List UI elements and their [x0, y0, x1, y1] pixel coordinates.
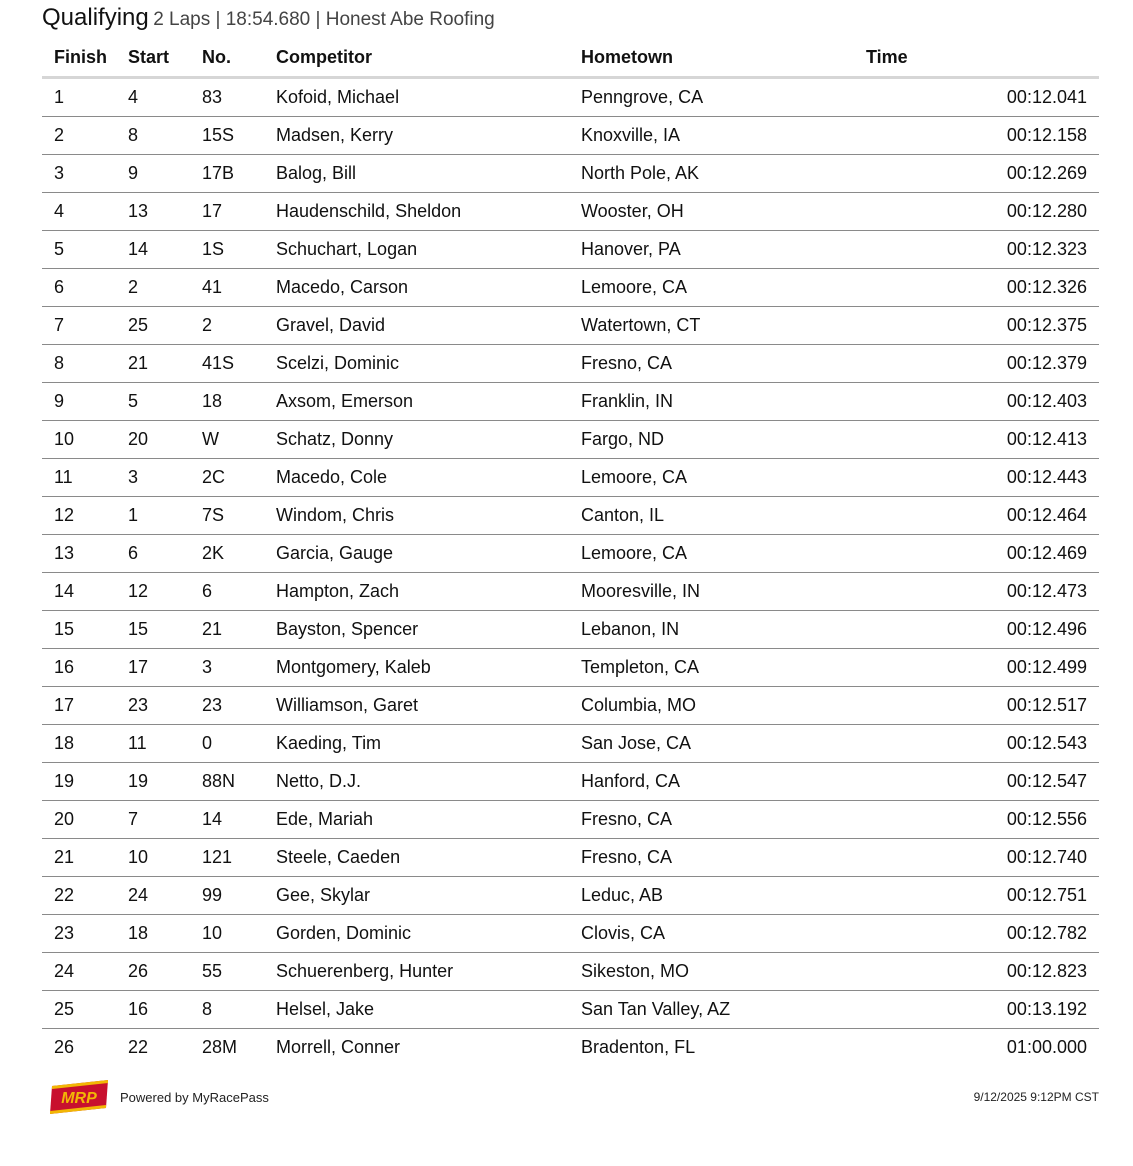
cell-competitor: Schuchart, Logan	[264, 231, 569, 269]
cell-time: 00:12.413	[854, 421, 1099, 459]
cell-start: 23	[116, 687, 190, 725]
table-row	[42, 915, 1099, 953]
cell-no: 99	[190, 877, 264, 915]
table-row	[42, 193, 1099, 231]
cell-competitor: Williamson, Garet	[264, 687, 569, 725]
cell-time: 00:12.543	[854, 725, 1099, 763]
cell-finish: 18	[42, 725, 116, 763]
cell-finish: 14	[42, 573, 116, 611]
table-row	[42, 535, 1099, 573]
cell-hometown: Hanford, CA	[569, 763, 854, 801]
cell-start: 17	[116, 649, 190, 687]
cell-finish: 13	[42, 535, 116, 573]
cell-time: 00:12.469	[854, 535, 1099, 573]
cell-time: 00:13.192	[854, 991, 1099, 1029]
table-row	[42, 421, 1099, 459]
cell-hometown: Franklin, IN	[569, 383, 854, 421]
cell-start: 20	[116, 421, 190, 459]
table-row	[42, 611, 1099, 649]
cell-start: 13	[116, 193, 190, 231]
cell-time: 00:12.379	[854, 345, 1099, 383]
cell-hometown: Templeton, CA	[569, 649, 854, 687]
cell-time: 00:12.547	[854, 763, 1099, 801]
cell-start: 19	[116, 763, 190, 801]
table-row	[42, 345, 1099, 383]
table-row	[42, 877, 1099, 915]
cell-hometown: Lebanon, IN	[569, 611, 854, 649]
cell-hometown: Watertown, CT	[569, 307, 854, 345]
cell-start: 15	[116, 611, 190, 649]
cell-no: 83	[190, 78, 264, 117]
cell-start: 9	[116, 155, 190, 193]
cell-competitor: Morrell, Conner	[276, 1037, 401, 1057]
cell-hometown: Lemoore, CA	[569, 535, 854, 573]
cell-start: 21	[116, 345, 190, 383]
cell-finish: 5	[42, 231, 116, 269]
cell-time: 00:12.326	[854, 269, 1099, 307]
cell-hometown: Fresno, CA	[569, 801, 854, 839]
logo-text: MRP	[61, 1090, 97, 1107]
cell-finish: 12	[42, 497, 116, 535]
cell-start: 4	[116, 78, 190, 117]
cell-finish: 20	[42, 801, 116, 839]
cell-hometown: San Jose, CA	[569, 725, 854, 763]
cell-no: 2C	[190, 459, 264, 497]
cell-finish: 3	[42, 155, 116, 193]
cell-competitor: Madsen, Kerry	[264, 117, 569, 155]
cell-competitor: Windom, Chris	[264, 497, 569, 535]
cell-no: 10	[190, 915, 264, 953]
table-row	[42, 649, 1099, 687]
cell-start: 25	[116, 307, 190, 345]
cell-competitor: Scelzi, Dominic	[264, 345, 569, 383]
cell-time: 01:00.000	[1006, 1037, 1087, 1057]
cell-start: 5	[116, 383, 190, 421]
cell-competitor: Kofoid, Michael	[264, 78, 569, 117]
cell-hometown: Sikeston, MO	[569, 953, 854, 991]
cell-competitor: Macedo, Cole	[264, 459, 569, 497]
cell-finish: 15	[42, 611, 116, 649]
cell-competitor: Kaeding, Tim	[264, 725, 569, 763]
cell-no: 0	[190, 725, 264, 763]
cell-time: 00:12.823	[854, 953, 1099, 991]
cell-no: 7S	[190, 497, 264, 535]
results-body	[42, 78, 1099, 1067]
cell-hometown: Mooresville, IN	[569, 573, 854, 611]
results-table	[42, 38, 1099, 1066]
column-header-no: No.	[190, 38, 264, 78]
cell-time: 00:12.517	[854, 687, 1099, 725]
cell-no: W	[190, 421, 264, 459]
cell-time: 00:12.269	[854, 155, 1099, 193]
cell-time: 00:12.443	[854, 459, 1099, 497]
cell-no: 23	[190, 687, 264, 725]
cell-no: 1S	[190, 231, 264, 269]
table-header-row	[42, 38, 1099, 78]
cell-no: 17	[190, 193, 264, 231]
cell-competitor: Haudenschild, Sheldon	[264, 193, 569, 231]
cell-time: 00:12.782	[854, 915, 1099, 953]
table-row	[42, 953, 1099, 991]
cell-time: 00:12.158	[854, 117, 1099, 155]
table-row	[42, 269, 1099, 307]
cell-finish: 10	[42, 421, 116, 459]
cell-hometown: Fresno, CA	[569, 345, 854, 383]
table-row	[42, 459, 1099, 497]
table-row	[42, 1029, 1099, 1067]
table-row	[42, 991, 1099, 1029]
cell-hometown: Knoxville, IA	[569, 117, 854, 155]
cell-finish: 21	[42, 839, 116, 877]
page-header	[42, 4, 495, 32]
cell-no: 8	[190, 991, 264, 1029]
cell-finish: 2	[42, 117, 116, 155]
cell-time: 00:12.323	[854, 231, 1099, 269]
cell-finish: 7	[42, 307, 116, 345]
cell-finish: 9	[42, 383, 116, 421]
column-header-start: Start	[116, 38, 190, 78]
cell-start: 26	[116, 953, 190, 991]
cell-no: 88N	[190, 763, 264, 801]
table-row	[42, 763, 1099, 801]
cell-time: 00:12.280	[854, 193, 1099, 231]
cell-hometown: Lemoore, CA	[569, 459, 854, 497]
cell-no: 21	[190, 611, 264, 649]
cell-competitor: Schuerenberg, Hunter	[264, 953, 569, 991]
cell-competitor: Montgomery, Kaleb	[264, 649, 569, 687]
cell-competitor: Ede, Mariah	[264, 801, 569, 839]
table-row	[42, 117, 1099, 155]
cell-competitor: Axsom, Emerson	[264, 383, 569, 421]
cell-start: 6	[116, 535, 190, 573]
myracepass-logo-icon	[48, 1076, 110, 1116]
table-row	[42, 497, 1099, 535]
cell-finish: 26	[54, 1037, 75, 1057]
column-header-competitor: Competitor	[264, 38, 569, 78]
cell-competitor: Gravel, David	[264, 307, 569, 345]
cell-start: 3	[116, 459, 190, 497]
cell-hometown: San Tan Valley, AZ	[569, 991, 854, 1029]
cell-start: 22	[128, 1037, 149, 1057]
cell-competitor: Helsel, Jake	[264, 991, 569, 1029]
cell-start: 14	[116, 231, 190, 269]
cell-finish: 6	[42, 269, 116, 307]
table-row	[42, 725, 1099, 763]
report-timestamp: 9/12/2025 9:12PM CST	[973, 1090, 1099, 1104]
cell-hometown: North Pole, AK	[569, 155, 854, 193]
cell-no: 17B	[190, 155, 264, 193]
cell-finish: 1	[42, 78, 116, 117]
cell-competitor: Netto, D.J.	[264, 763, 569, 801]
cell-time: 00:12.041	[854, 78, 1099, 117]
cell-competitor: Steele, Caeden	[264, 839, 569, 877]
cell-start: 24	[116, 877, 190, 915]
cell-start: 2	[116, 269, 190, 307]
cell-start: 8	[116, 117, 190, 155]
cell-finish: 19	[42, 763, 116, 801]
cell-no: 55	[190, 953, 264, 991]
cell-hometown: Fresno, CA	[569, 839, 854, 877]
cell-finish: 25	[42, 991, 116, 1029]
cell-time: 00:12.499	[854, 649, 1099, 687]
cell-finish: 16	[42, 649, 116, 687]
table-row	[42, 573, 1099, 611]
cell-no: 6	[190, 573, 264, 611]
cell-hometown: Bradenton, FL	[581, 1037, 696, 1057]
cell-no: 121	[190, 839, 264, 877]
cell-finish: 24	[42, 953, 116, 991]
cell-finish: 8	[42, 345, 116, 383]
cell-competitor: Gee, Skylar	[264, 877, 569, 915]
cell-time: 00:12.556	[854, 801, 1099, 839]
cell-time: 00:12.464	[854, 497, 1099, 535]
cell-no: 3	[190, 649, 264, 687]
cell-competitor: Balog, Bill	[264, 155, 569, 193]
cell-competitor: Garcia, Gauge	[264, 535, 569, 573]
cell-no: 2	[190, 307, 264, 345]
table-row	[42, 839, 1099, 877]
page-title: Qualifying	[42, 4, 149, 31]
cell-no: 2K	[190, 535, 264, 573]
cell-hometown: Canton, IL	[569, 497, 854, 535]
cell-start: 10	[116, 839, 190, 877]
cell-finish: 22	[42, 877, 116, 915]
cell-hometown: Wooster, OH	[569, 193, 854, 231]
cell-no: 41S	[190, 345, 264, 383]
table-row	[42, 78, 1099, 117]
cell-competitor: Macedo, Carson	[264, 269, 569, 307]
table-row	[42, 231, 1099, 269]
powered-by-label: Powered by MyRacePass	[120, 1090, 269, 1105]
cell-time: 00:12.375	[854, 307, 1099, 345]
cell-start: 1	[116, 497, 190, 535]
cell-hometown: Penngrove, CA	[569, 78, 854, 117]
cell-time: 00:12.496	[854, 611, 1099, 649]
column-header-hometown: Hometown	[569, 38, 854, 78]
cell-no: 28M	[202, 1037, 238, 1057]
cell-hometown: Columbia, MO	[569, 687, 854, 725]
cell-hometown: Clovis, CA	[569, 915, 854, 953]
cell-no: 14	[190, 801, 264, 839]
table-row	[42, 155, 1099, 193]
cell-finish: 17	[42, 687, 116, 725]
cell-hometown: Fargo, ND	[569, 421, 854, 459]
column-header-finish: Finish	[42, 38, 116, 78]
cell-time: 00:12.740	[854, 839, 1099, 877]
cell-no: 15S	[190, 117, 264, 155]
cell-start: 18	[116, 915, 190, 953]
cell-start: 7	[116, 801, 190, 839]
cell-time: 00:12.751	[854, 877, 1099, 915]
table-row	[42, 801, 1099, 839]
cell-finish: 4	[42, 193, 116, 231]
table-row	[42, 383, 1099, 421]
cell-finish: 23	[42, 915, 116, 953]
page-subtitle: 2 Laps | 18:54.680 | Honest Abe Roofing	[153, 9, 495, 30]
cell-hometown: Leduc, AB	[569, 877, 854, 915]
cell-start: 12	[116, 573, 190, 611]
cell-competitor: Bayston, Spencer	[264, 611, 569, 649]
cell-competitor: Schatz, Donny	[264, 421, 569, 459]
cell-no: 41	[190, 269, 264, 307]
cell-time: 00:12.403	[854, 383, 1099, 421]
cell-hometown: Hanover, PA	[569, 231, 854, 269]
cell-start: 11	[116, 725, 190, 763]
cell-competitor: Gorden, Dominic	[264, 915, 569, 953]
table-row	[42, 307, 1099, 345]
cell-competitor: Hampton, Zach	[264, 573, 569, 611]
cell-finish: 11	[42, 459, 116, 497]
cell-time: 00:12.473	[854, 573, 1099, 611]
column-header-time: Time	[854, 38, 1099, 78]
cell-hometown: Lemoore, CA	[569, 269, 854, 307]
table-row	[42, 687, 1099, 725]
cell-no: 18	[190, 383, 264, 421]
cell-start: 16	[116, 991, 190, 1029]
